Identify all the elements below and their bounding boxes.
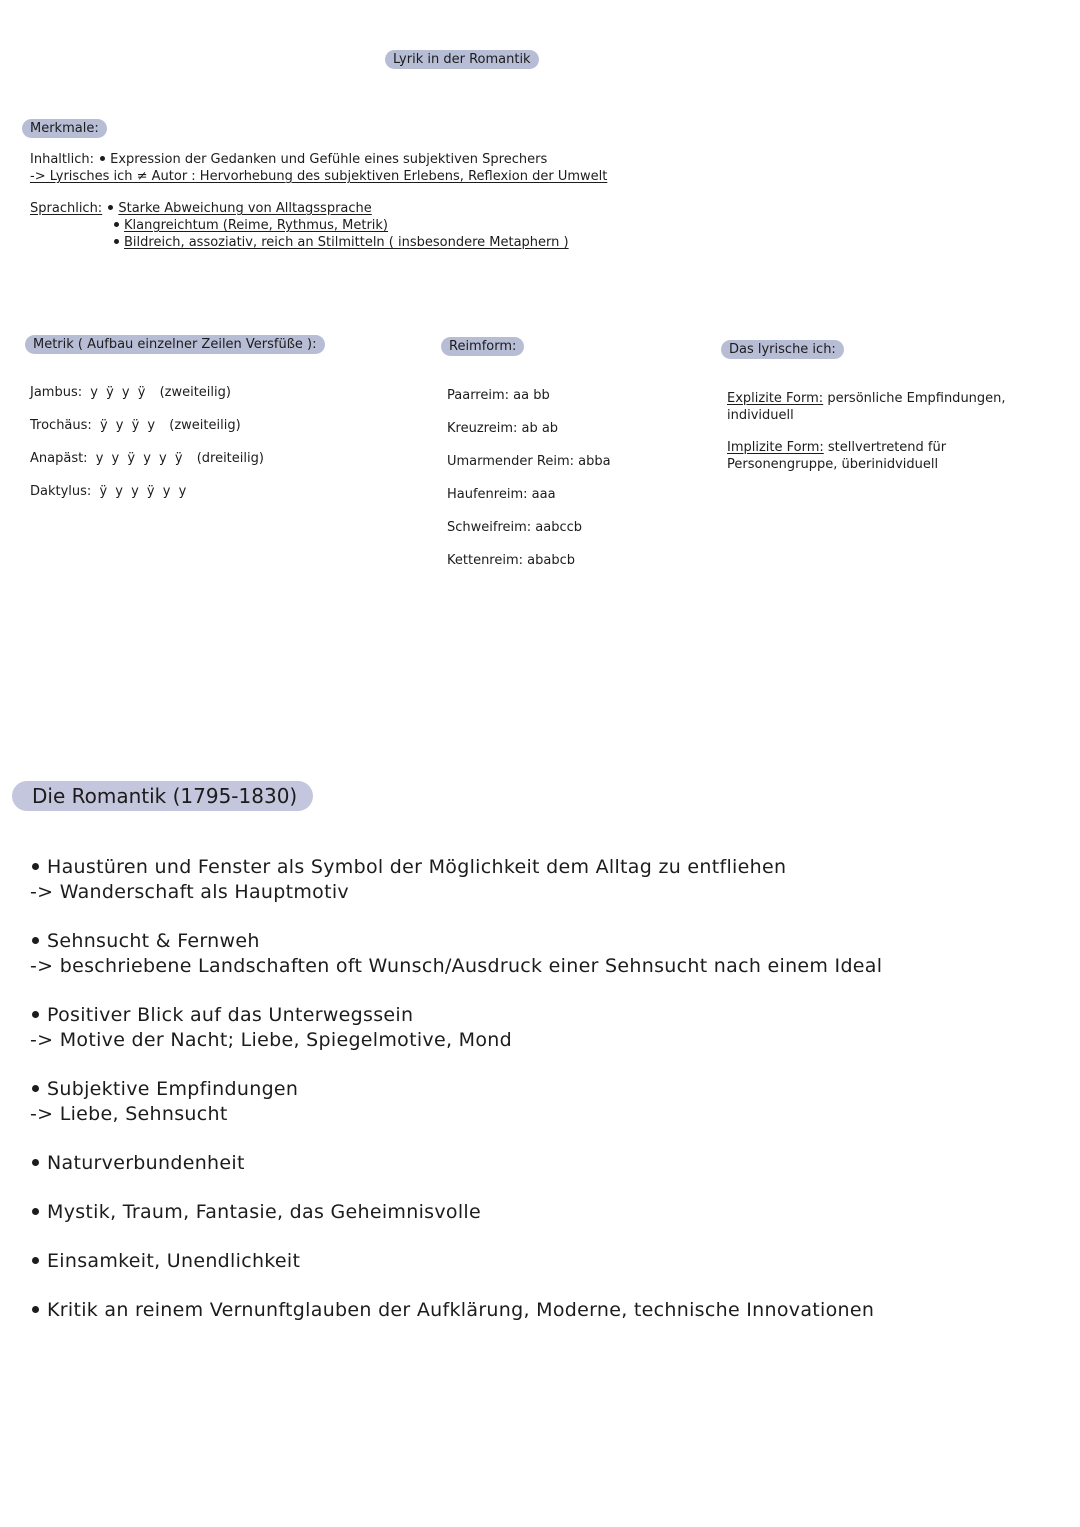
inhaltlich-label: Inhaltlich:	[30, 152, 94, 167]
romantik-block	[30, 1077, 1070, 1127]
sprachlich-section	[30, 200, 790, 251]
romantik-heading: Die Romantik (1795-1830)	[12, 781, 313, 811]
sprachlich-item: Klangreichtum (Reime, Rythmus, Metrik)	[124, 218, 388, 233]
bullet-icon	[114, 222, 119, 227]
reimform-item: Haufenreim: aaa	[447, 487, 556, 502]
sprachlich-label: Sprachlich:	[30, 201, 103, 216]
metrik-item	[30, 384, 410, 417]
reimform-heading: Reimform:	[441, 337, 524, 356]
romantik-bullet: Einsamkeit, Unendlichkeit	[47, 1250, 301, 1272]
reimform-item: Kettenreim: ababcb	[447, 553, 575, 568]
reimform-item: Schweifreim: aabccb	[447, 520, 583, 535]
metrik-pattern: y y ÿ y y ÿ	[95, 451, 185, 466]
romantik-block	[30, 1249, 1070, 1274]
romantik-bullet: Naturverbundenheit	[47, 1152, 245, 1174]
lyrisches-ich-section	[727, 390, 1067, 473]
romantik-bullet: Kritik an reinem Vernunftglauben der Aufklärung, Moderne, technische Innovationen	[47, 1299, 875, 1321]
bullet-icon	[32, 937, 39, 944]
romantik-block	[30, 1151, 1070, 1176]
metrik-name: Daktylus:	[30, 484, 92, 499]
metrik-note: (dreiteilig)	[196, 451, 264, 466]
romantik-sub: -> beschriebene Landschaften oft Wunsch/Ausdruck einer Sehnsucht nach einem Ideal	[30, 955, 883, 977]
metrik-note: (zweiteilig)	[169, 418, 241, 433]
metrik-name: Trochäus:	[30, 418, 92, 433]
romantik-block	[30, 1003, 1070, 1053]
bullet-icon	[32, 1257, 39, 1264]
romantik-list	[30, 855, 1070, 1347]
implizit-text-2: Personengruppe, überinidviduell	[727, 457, 939, 472]
explizit-label: Explizite Form:	[727, 391, 824, 406]
romantik-sub: -> Wanderschaft als Hauptmotiv	[30, 881, 349, 903]
metrik-heading: Metrik ( Aufbau einzelner Zeilen Versfüße ):	[25, 335, 325, 354]
merkmale-heading: Merkmale:	[22, 119, 107, 138]
inhaltlich-text: Expression der Gedanken und Gefühle eines subjektiven Sprechers	[110, 152, 548, 167]
reimform-item: Kreuzreim: ab ab	[447, 421, 559, 436]
explizit-text-2: individuell	[727, 408, 794, 423]
metrik-item	[30, 417, 410, 450]
romantik-bullet: Sehnsucht & Fernweh	[47, 930, 260, 952]
bullet-icon	[32, 1085, 39, 1092]
romantik-block	[30, 1200, 1070, 1225]
reimform-list	[447, 387, 697, 585]
bullet-icon	[32, 1159, 39, 1166]
page-title: Lyrik in der Romantik	[385, 50, 539, 69]
bullet-icon	[114, 239, 119, 244]
romantik-block	[30, 855, 1070, 905]
romantik-bullet: Subjektive Empfindungen	[47, 1078, 299, 1100]
reimform-item: Umarmender Reim: abba	[447, 454, 611, 469]
metrik-pattern: ÿ y y ÿ y y	[99, 484, 189, 499]
romantik-sub: -> Liebe, Sehnsucht	[30, 1103, 228, 1125]
bullet-icon	[32, 1011, 39, 1018]
metrik-item	[30, 450, 410, 483]
bullet-icon	[32, 1306, 39, 1313]
metrik-list	[30, 384, 410, 516]
bullet-icon	[108, 205, 113, 210]
bullet-icon	[100, 156, 105, 161]
metrik-pattern: y ÿ y ÿ	[90, 385, 148, 400]
metrik-item	[30, 483, 410, 516]
bullet-icon	[32, 863, 39, 870]
metrik-name: Jambus:	[30, 385, 83, 400]
implizit-text: stellvertretend für	[827, 440, 947, 455]
sprachlich-item: Starke Abweichung von Alltagssprache	[118, 201, 372, 216]
sprachlich-item: Bildreich, assoziativ, reich an Stilmitteln ( insbesondere Metaphern )	[124, 235, 569, 250]
implizit-label: Implizite Form:	[727, 440, 824, 455]
inhaltlich-arrow: -> Lyrisches ich ≠ Autor : Hervorhebung des subjektiven Erlebens, Reflexion der Umwelt	[30, 169, 608, 184]
romantik-block	[30, 1298, 1070, 1323]
inhaltlich-section	[30, 151, 790, 185]
romantik-bullet: Haustüren und Fenster als Symbol der Möglichkeit dem Alltag zu entfliehen	[47, 856, 787, 878]
romantik-block	[30, 929, 1070, 979]
metrik-note: (zweiteilig)	[159, 385, 231, 400]
metrik-name: Anapäst:	[30, 451, 88, 466]
romantik-sub: -> Motive der Nacht; Liebe, Spiegelmotive, Mond	[30, 1029, 512, 1051]
lyrisches-ich-heading: Das lyrische ich:	[721, 340, 844, 359]
explizit-text: persönliche Empfindungen,	[827, 391, 1006, 406]
bullet-icon	[32, 1208, 39, 1215]
romantik-bullet: Mystik, Traum, Fantasie, das Geheimnisvolle	[47, 1201, 481, 1223]
metrik-pattern: ÿ y ÿ y	[99, 418, 158, 433]
romantik-bullet: Positiver Blick auf das Unterwegssein	[47, 1004, 414, 1026]
reimform-item: Paarreim: aa bb	[447, 388, 550, 403]
